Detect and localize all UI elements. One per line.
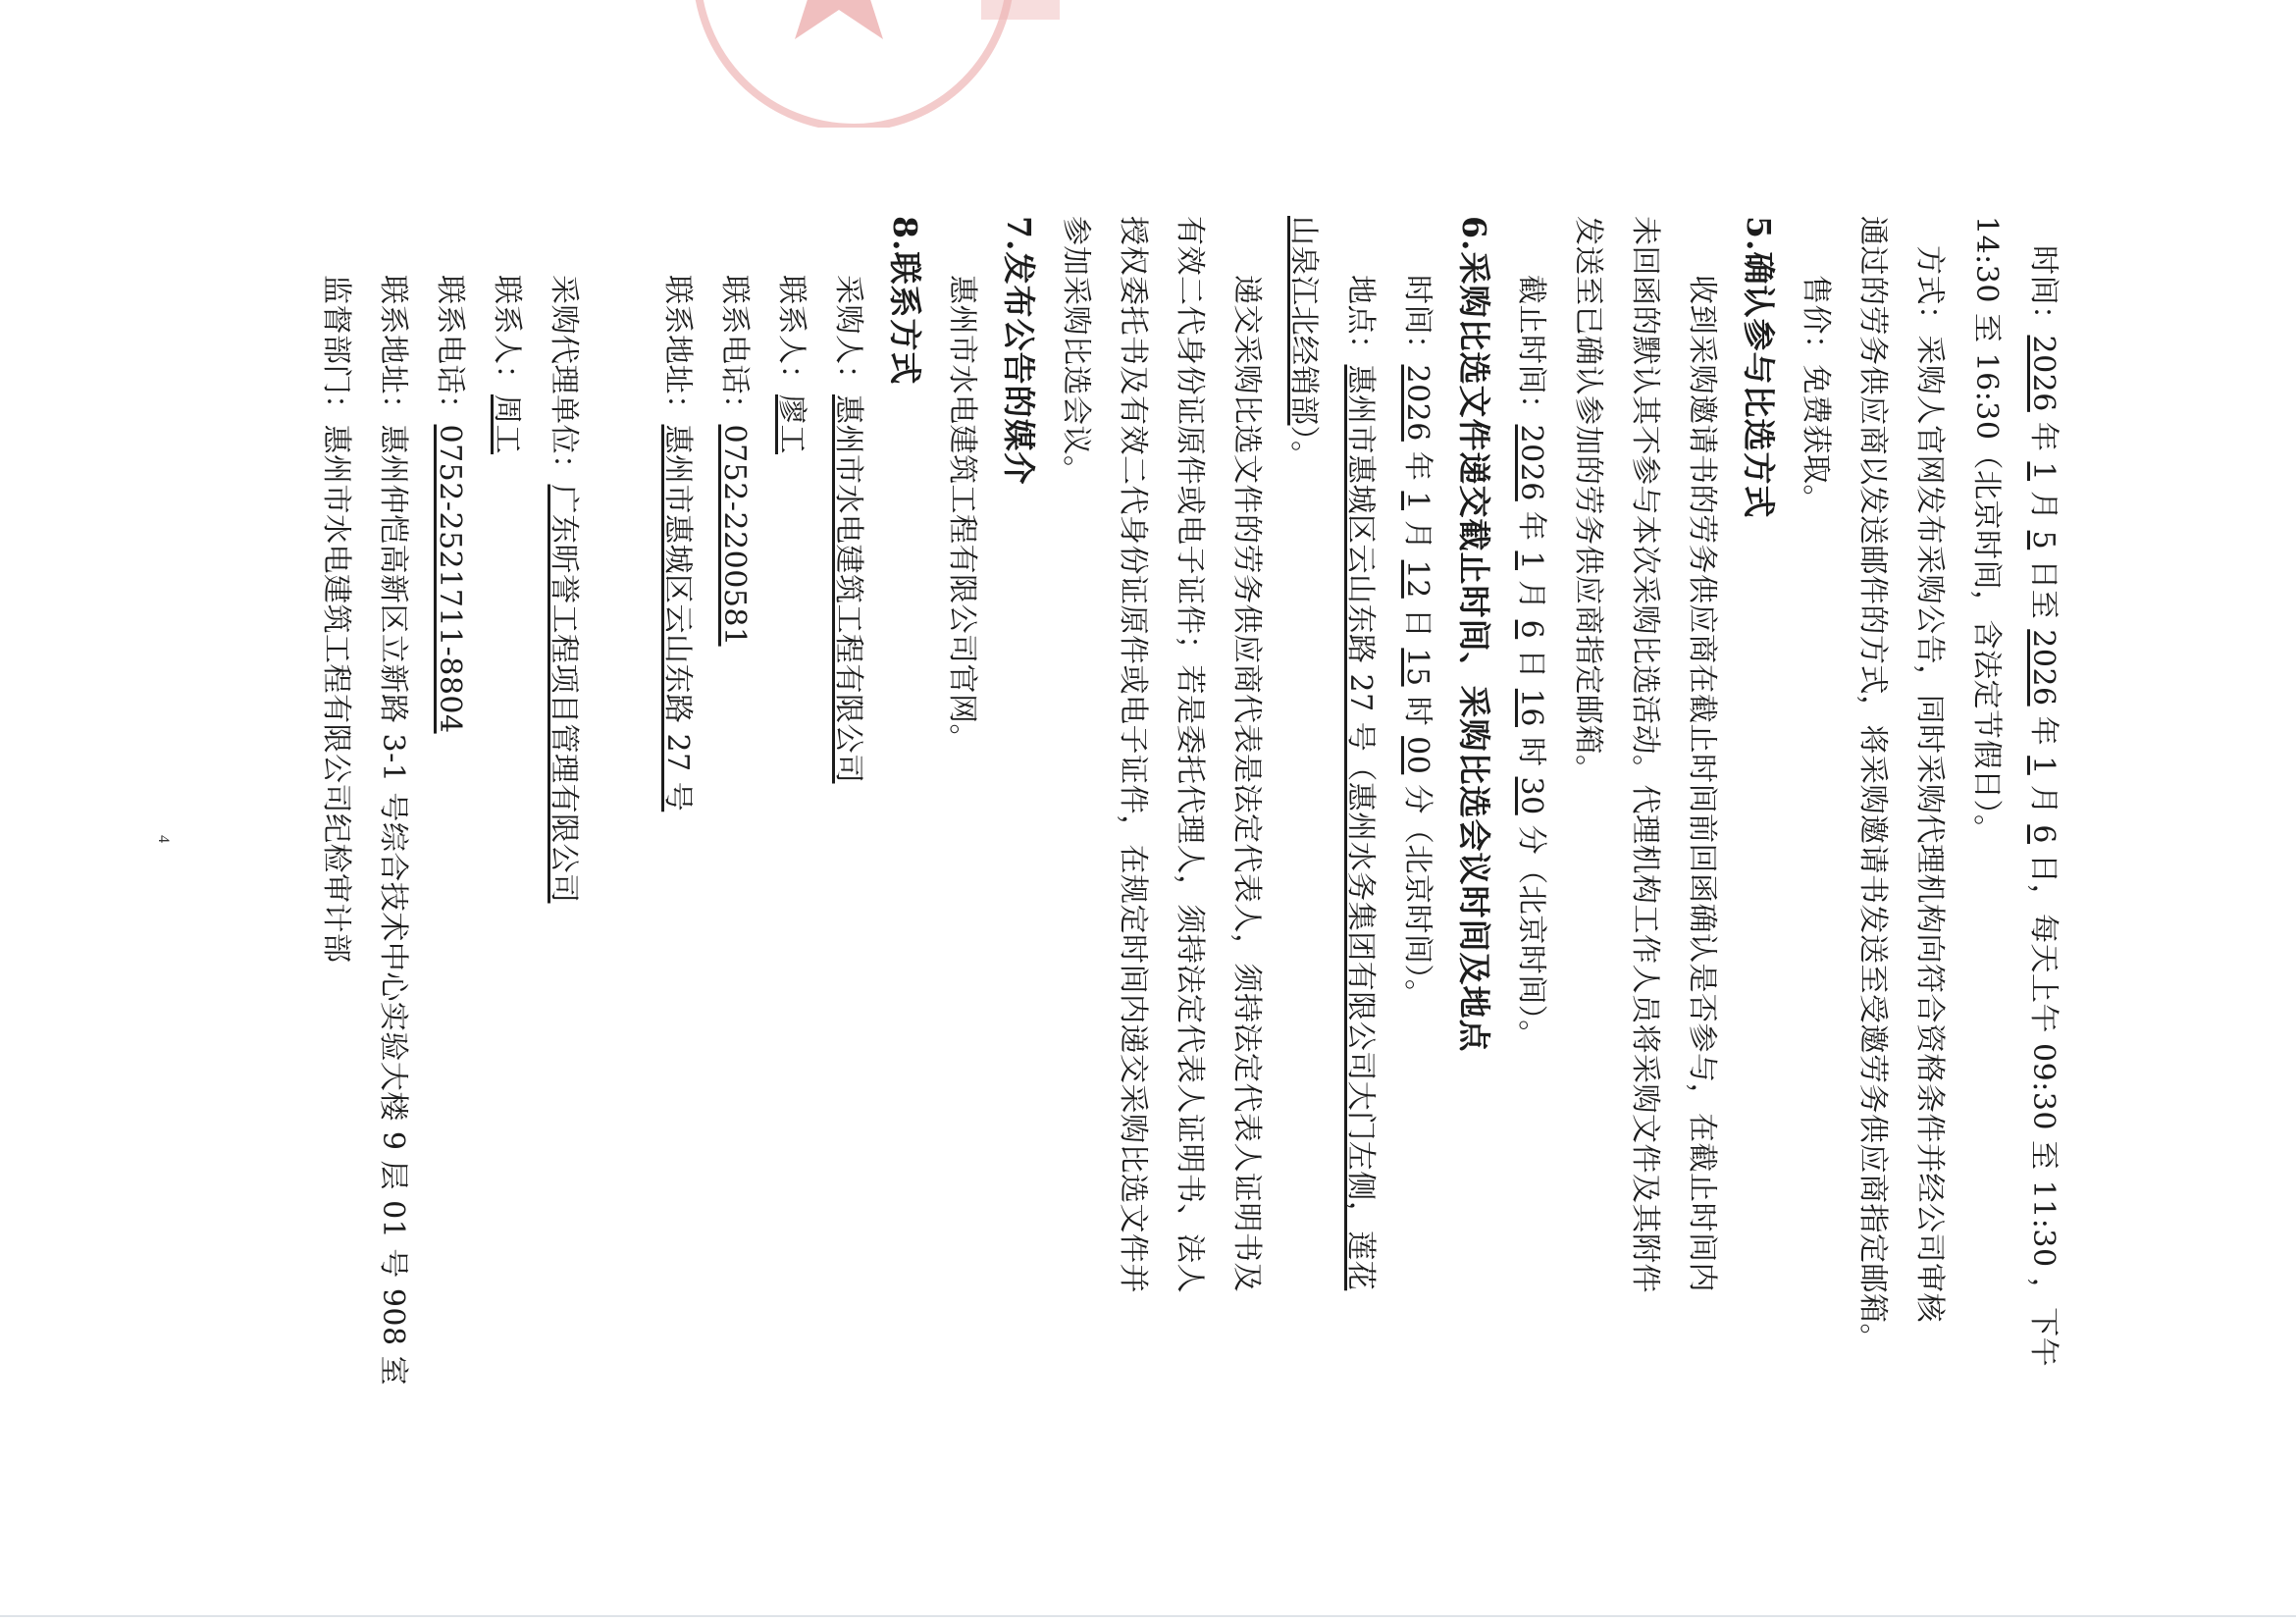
agency-phone-line: 联系电话：0752-2521711-8804 (433, 275, 467, 734)
price-line: 售价：免费获取。 (1799, 275, 1833, 514)
section-6-heading: 6.采购比选文件递交截止时间、采购比选会议时间及地点 (1455, 216, 1493, 1053)
agency-address-line: 联系地址：惠州仲恺高新区立新路 3-1 号综合技术中心实验大楼 9 层 01 号 908 室 (376, 275, 410, 1387)
confirm-deadline-line: 截止时间：2026 年 1 月 6 日 16 时 30 分（北京时间）。 (1514, 275, 1548, 1050)
submission-paragraph-line-2: 有效二代身份证原件或电子证件；若是委托代理人，须持法定代表人证明书、法人 (1173, 216, 1207, 1293)
confirm-paragraph-line-3: 发送至已确认参加的劳务供应商指定邮箱。 (1571, 216, 1605, 785)
issue-method-line: 方式：采购人官网发布采购公告，同时采购代理机构向符合资格条件并经公司审核 (1912, 245, 1947, 1323)
submission-paragraph-line-3: 授权委托书及有效二代身份证原件或电子证件，在规定时间内递交采购比选文件并 (1116, 216, 1150, 1293)
supervision-line: 监督部门：惠州市水电建筑工程有限公司纪检审计部 (319, 275, 353, 964)
issue-time-line: 时间：2026 年 1 月 5 日至 2026 年 1 月 6 日，每天上午 09:30 至 11:30 ，下午 (2026, 245, 2061, 1368)
agency-line: 采购代理单位：广东昕誉工程项目管理有限公司 (547, 275, 581, 904)
section-5-heading: 5.确认参与比选方式 (1740, 216, 1778, 519)
agency-contact-line: 联系人：周工 (490, 275, 524, 454)
purchaser-contact-line: 联系人：廖工 (774, 275, 809, 454)
submission-paragraph-line-1: 递交采购比选文件的劳务供应商代表是法定代表人，须持法定代表人证明书及 (1229, 275, 1264, 1292)
issue-method-line-cont: 通过的劳务供应商以发送邮件的方式，将采购邀请书发送至受邀劳务供应商指定邮箱。 (1855, 216, 1890, 1353)
meeting-time-line: 时间：2026 年 1 月 12 日 15 时 00 分（北京时间）。 (1400, 275, 1435, 1010)
purchaser-phone-line: 联系电话：0752-2200581 (717, 275, 752, 647)
page-edge (0, 1615, 2296, 1617)
meeting-location-line: 地点：惠州市惠城区云山东路 27 号（惠州水务集团有限公司大门左侧，莲花 (1343, 275, 1378, 1291)
confirm-paragraph-line-2: 未回函的默认其不参与本次采购比选活动。代理机构工作人员将采购文件及其附件 (1628, 216, 1662, 1293)
meeting-location-line-cont: 山泉江北经销部）。 (1286, 216, 1321, 471)
submission-paragraph-line-4: 参加采购比选会议。 (1059, 216, 1093, 486)
confirm-paragraph-line-1: 收到采购邀请书的劳务供应商在截止时间前回函确认是否参与，在截止时间内 (1685, 275, 1719, 1292)
section-7-heading: 7.发布公告的媒介 (1000, 216, 1038, 486)
media-line: 惠州市水电建筑工程有限公司官网。 (945, 275, 979, 754)
purchaser-line: 采购人：惠州市水电建筑工程有限公司 (831, 275, 865, 784)
page-number: 4 (155, 835, 172, 843)
issue-time-line-cont: 14:30 至 16:30（北京时间，含法定节假日）。 (1969, 216, 2004, 845)
red-seal-stamp (687, 0, 1099, 128)
purchaser-address-line: 联系地址：惠州市惠城区云山东路 27 号 (660, 275, 695, 812)
section-8-heading: 8.联系方式 (886, 216, 924, 386)
